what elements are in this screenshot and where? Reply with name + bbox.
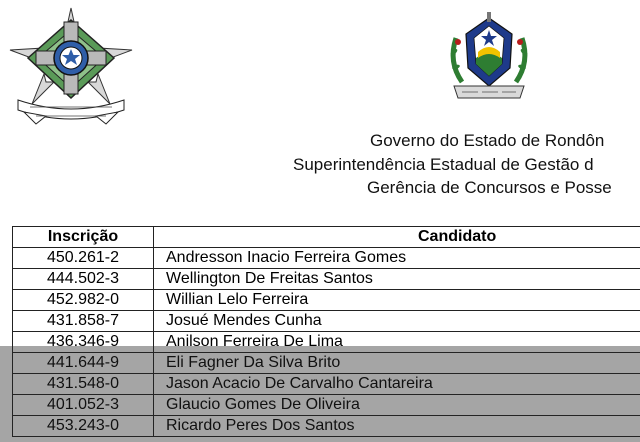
table-row xyxy=(13,416,640,437)
candidato-cell: Josué Mendes Cunha xyxy=(154,311,640,332)
inscricao-cell: 436.346-9 xyxy=(13,332,154,353)
inscricao-cell: 431.858-7 xyxy=(13,311,154,332)
candidato-cell: Andresson Inacio Ferreira Gomes xyxy=(154,248,640,269)
candidato-cell: Eli Fagner Da Silva Brito xyxy=(154,353,640,374)
candidato-cell: Ricardo Peres Dos Santos xyxy=(154,416,640,437)
candidato-cell: Willian Lelo Ferreira xyxy=(154,290,640,311)
table-row xyxy=(13,248,640,269)
candidato-cell: Glaucio Gomes De Oliveira xyxy=(154,395,640,416)
table-row xyxy=(13,311,640,332)
candidato-cell: Jason Acacio De Carvalho Cantareira xyxy=(154,374,640,395)
candidato-cell: Wellington De Freitas Santos xyxy=(154,269,640,290)
inscricao-cell: 450.261-2 xyxy=(13,248,154,269)
column-header-inscricao: Inscrição xyxy=(13,227,154,248)
inscricao-cell: 453.243-0 xyxy=(13,416,154,437)
table-row xyxy=(13,269,640,290)
inscricao-cell: 441.644-9 xyxy=(13,353,154,374)
rondonia-coat-of-arms-icon xyxy=(444,12,534,104)
table-row xyxy=(13,395,640,416)
candidate-table xyxy=(12,226,640,437)
candidato-cell: Anilson Ferreira De Lima xyxy=(154,332,640,353)
inscricao-cell: 452.982-0 xyxy=(13,290,154,311)
column-header-candidato: Candidato xyxy=(154,227,640,248)
header-superintendence: Superintendência Estadual de Gestão d xyxy=(293,155,594,174)
police-star-emblem-icon xyxy=(6,4,136,128)
header-government: Governo do Estado de Rondôn xyxy=(370,131,605,150)
table-header-row xyxy=(13,227,640,248)
inscricao-cell: 401.052-3 xyxy=(13,395,154,416)
table-row xyxy=(13,332,640,353)
table-row xyxy=(13,290,640,311)
table-row xyxy=(13,353,640,374)
table-row xyxy=(13,374,640,395)
header-management: Gerência de Concursos e Posse xyxy=(367,178,612,197)
inscricao-cell: 444.502-3 xyxy=(13,269,154,290)
inscricao-cell: 431.548-0 xyxy=(13,374,154,395)
